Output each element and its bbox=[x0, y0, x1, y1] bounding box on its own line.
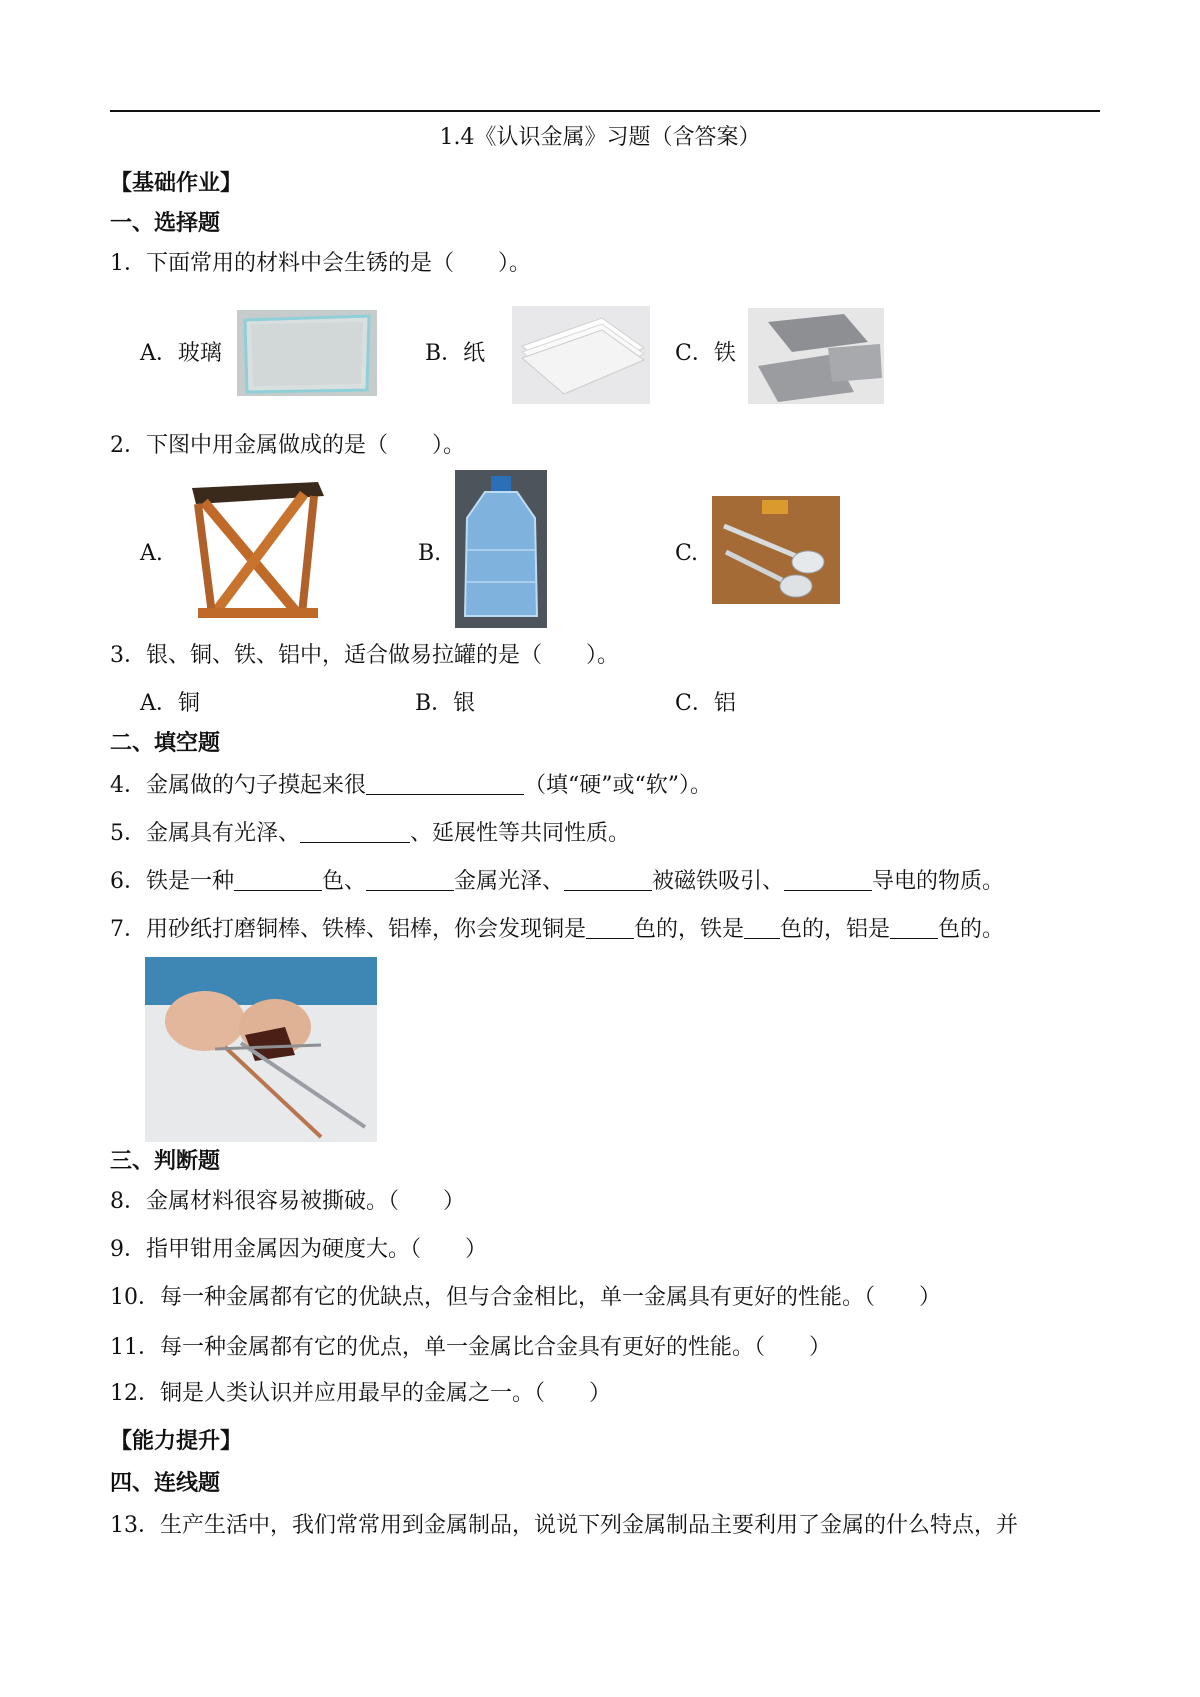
question-4 bbox=[110, 772, 712, 800]
question-1: 1．下面常用的材料中会生锈的是（ ）。 bbox=[110, 251, 531, 276]
q5-text: 5．金属具有光泽、 bbox=[110, 821, 300, 846]
question-7 bbox=[110, 916, 1004, 944]
q3-option-a: A．铜 bbox=[140, 691, 200, 716]
q2-option-b: B. bbox=[418, 541, 442, 566]
q7-blank-2[interactable] bbox=[744, 916, 780, 939]
question-9: 9．指甲钳用金属因为硬度大。（ ） bbox=[110, 1237, 487, 1262]
iron-image bbox=[748, 308, 884, 404]
q6-text-1: 6．铁是一种 bbox=[110, 869, 234, 894]
question-3: 3．银、铜、铁、铝中，适合做易拉罐的是（ ）。 bbox=[110, 643, 619, 668]
q4-blank[interactable] bbox=[366, 772, 524, 795]
q2-option-a: A. bbox=[140, 541, 163, 566]
question-6 bbox=[110, 868, 1004, 896]
q6-blank-2[interactable] bbox=[366, 868, 454, 891]
q6-blank-1[interactable] bbox=[234, 868, 322, 891]
question-8: 8．金属材料很容易被撕破。（ ） bbox=[110, 1189, 465, 1214]
q3-option-b: B．银 bbox=[415, 691, 476, 716]
question-12: 12．铜是人类认识并应用最早的金属之一。（ ） bbox=[110, 1381, 611, 1406]
q7-blank-1[interactable] bbox=[586, 916, 634, 939]
section-fill: 二、填空题 bbox=[110, 731, 221, 756]
q6-blank-3[interactable] bbox=[564, 868, 652, 891]
spoon-image bbox=[712, 496, 840, 604]
q5-blank[interactable] bbox=[300, 820, 410, 843]
q1-option-c: C．铁 bbox=[675, 341, 736, 366]
header-rule bbox=[110, 110, 1100, 112]
q6-text-2: 色、 bbox=[322, 869, 367, 894]
paper-image bbox=[512, 306, 650, 404]
question-5 bbox=[110, 820, 630, 848]
water-bottle-image bbox=[455, 470, 547, 628]
q6-blank-4[interactable] bbox=[784, 868, 872, 891]
document-title: 1.4《认识金属》习题（含答案） bbox=[439, 125, 761, 150]
q7-text-2: 色的，铁是 bbox=[634, 917, 745, 942]
sanding-rods-image bbox=[145, 957, 377, 1142]
section-judge: 三、判断题 bbox=[110, 1149, 221, 1174]
q7-text-3: 色的，铝是 bbox=[780, 917, 891, 942]
q7-blank-3[interactable] bbox=[890, 916, 938, 939]
section-match: 四、连线题 bbox=[110, 1471, 221, 1496]
q5-suffix: 、延展性等共同性质。 bbox=[410, 821, 631, 846]
q7-text-1: 7．用砂纸打磨铜棒、铁棒、铝棒，你会发现铜是 bbox=[110, 917, 586, 942]
q6-text-3: 金属光泽、 bbox=[454, 869, 565, 894]
q7-text-4: 色的。 bbox=[938, 917, 1005, 942]
q1-option-a: A．玻璃 bbox=[140, 341, 222, 366]
section-ability: 【能力提升】 bbox=[110, 1429, 243, 1454]
section-basic: 【基础作业】 bbox=[110, 171, 243, 196]
question-13: 13．生产生活中，我们常常用到金属制品，说说下列金属制品主要利用了金属的什么特点，并 bbox=[110, 1513, 1018, 1538]
q6-text-4: 被磁铁吸引、 bbox=[652, 869, 785, 894]
q1-option-b: B．纸 bbox=[425, 341, 486, 366]
q6-text-5: 导电的物质。 bbox=[872, 869, 1005, 894]
question-11: 11．每一种金属都有它的优点，单一金属比合金具有更好的性能。（ ） bbox=[110, 1335, 831, 1360]
question-2: 2．下图中用金属做成的是（ ）。 bbox=[110, 433, 465, 458]
q3-option-c: C．铝 bbox=[675, 691, 736, 716]
q2-option-c: C. bbox=[675, 541, 699, 566]
q4-text: 4．金属做的勺子摸起来很 bbox=[110, 773, 366, 798]
section-choice: 一、选择题 bbox=[110, 211, 221, 236]
glass-image bbox=[237, 310, 377, 396]
wooden-stool-image bbox=[178, 474, 334, 628]
q4-suffix: （填“硬”或“软”）。 bbox=[524, 773, 712, 798]
question-10: 10．每一种金属都有它的优缺点，但与合金相比，单一金属具有更好的性能。（ ） bbox=[110, 1285, 941, 1310]
